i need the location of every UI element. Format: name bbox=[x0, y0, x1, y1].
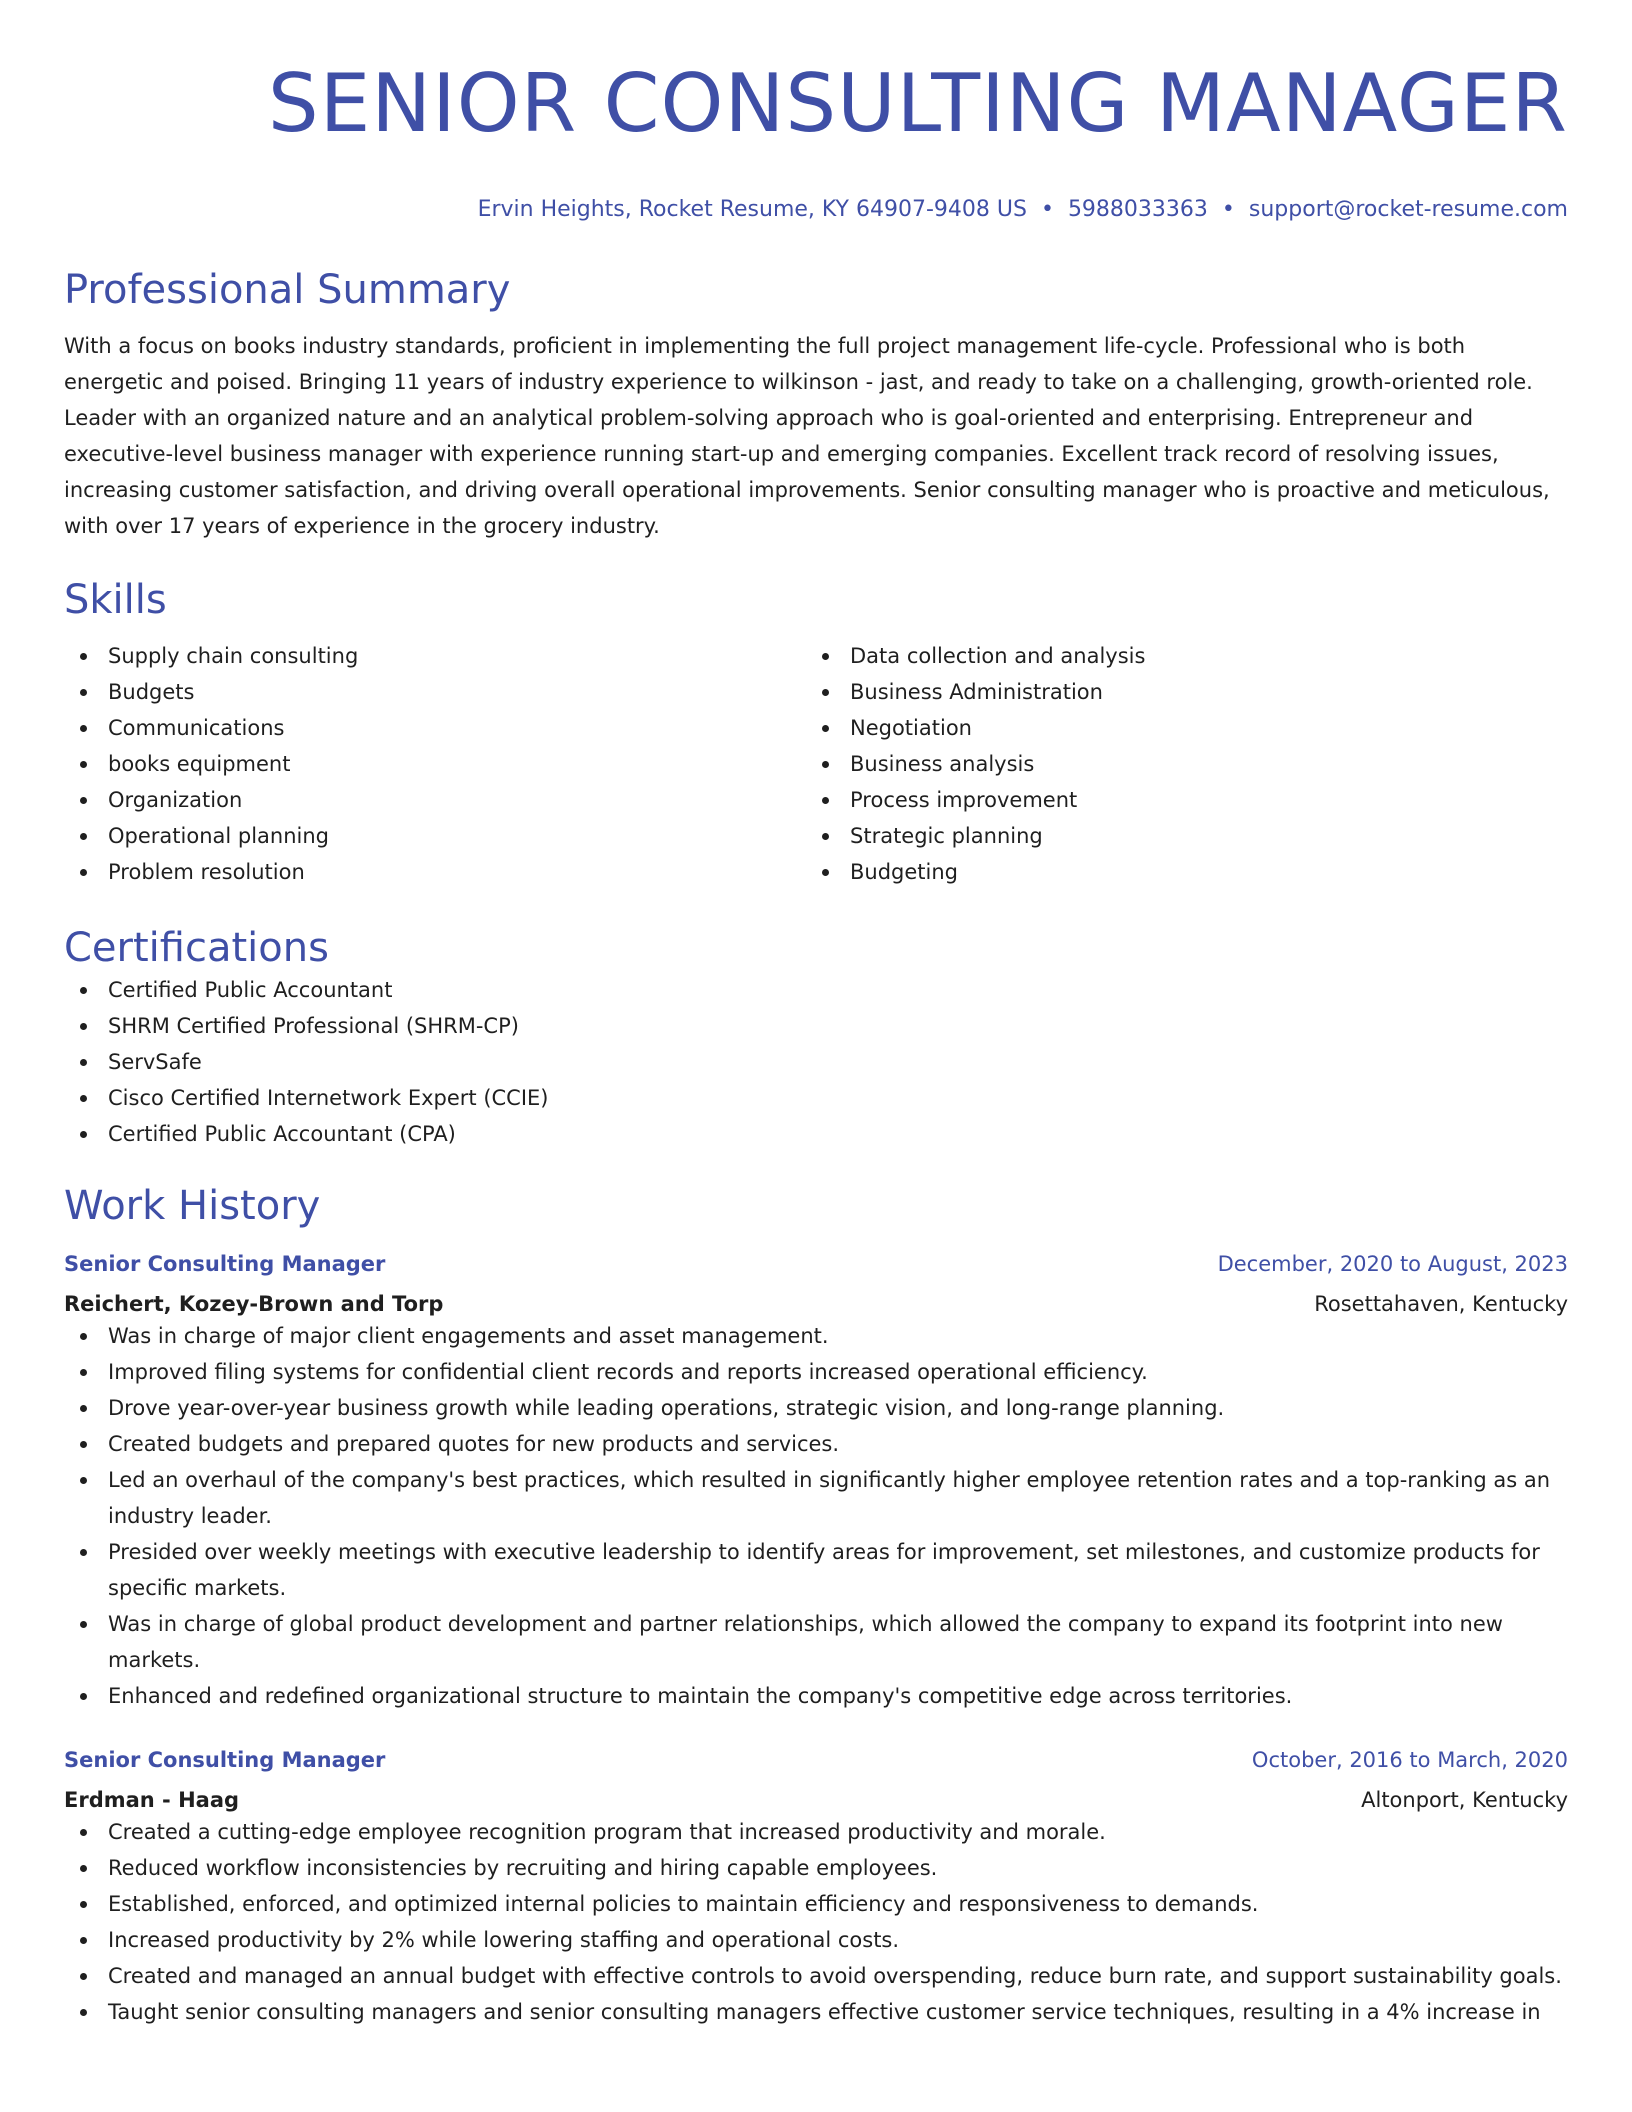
job-bullet: Improved filing systems for confidential client records and reports increased operational efficiency. bbox=[64, 1354, 1568, 1390]
resume-name: SENIOR CONSULTING MANAGER bbox=[267, 57, 1568, 150]
contact-address: Ervin Heights, Rocket Resume, KY 64907-9408 US bbox=[477, 197, 1027, 222]
skill-item: Negotiation bbox=[806, 710, 1548, 746]
skill-item: Process improvement bbox=[806, 782, 1548, 818]
certification-item: ServSafe bbox=[64, 1044, 1568, 1080]
job-company: Erdman - Haag bbox=[64, 1788, 240, 1812]
job-bullet: Created budgets and prepared quotes for new products and services. bbox=[64, 1426, 1568, 1462]
job-bullets bbox=[64, 1318, 1568, 1714]
certification-item: Certified Public Accountant bbox=[64, 972, 1568, 1008]
job-company-row bbox=[64, 1774, 1568, 1814]
job-location: Altonport, Kentucky bbox=[1361, 1788, 1568, 1812]
contact-separator: • bbox=[1221, 197, 1235, 222]
job-company: Reichert, Kozey-Brown and Torp bbox=[64, 1292, 444, 1316]
job-bullet: Taught senior consulting managers and senior consulting managers effective customer service techniques, resulting in a 4% increase in bbox=[64, 1994, 1568, 2030]
job-bullet: Presided over weekly meetings with executive leadership to identify areas for improvement, set milestones, and customize products for specific markets. bbox=[64, 1534, 1568, 1606]
job-bullet: Was in charge of global product development and partner relationships, which allowed the company to expand its footprint into new markets. bbox=[64, 1606, 1568, 1678]
contact-line bbox=[64, 196, 1568, 224]
job-bullet: Increased productivity by 2% while lowering staffing and operational costs. bbox=[64, 1922, 1568, 1958]
skill-item: Problem resolution bbox=[64, 854, 806, 890]
job-header-row bbox=[64, 1746, 1568, 1774]
certification-item: SHRM Certified Professional (SHRM-CP) bbox=[64, 1008, 1568, 1044]
skill-item: Budgeting bbox=[806, 854, 1548, 890]
contact-phone[interactable]: 5988033363 bbox=[1067, 197, 1208, 222]
job-bullets bbox=[64, 1814, 1568, 2030]
work-history-section bbox=[64, 1182, 1568, 2030]
job-header-row bbox=[64, 1250, 1568, 1278]
job-location: Rosettahaven, Kentucky bbox=[1314, 1292, 1568, 1316]
skill-item: Business analysis bbox=[806, 746, 1548, 782]
skill-item: Organization bbox=[64, 782, 806, 818]
job-company-row bbox=[64, 1278, 1568, 1318]
certifications-heading: Certifications bbox=[64, 925, 329, 971]
certifications-section bbox=[64, 924, 1568, 1152]
job-bullet: Established, enforced, and optimized internal policies to maintain efficiency and responsiveness to demands. bbox=[64, 1886, 1568, 1922]
job-bullet: Was in charge of major client engagements and asset management. bbox=[64, 1318, 1568, 1354]
job-bullet: Created a cutting-edge employee recognition program that increased productivity and morale. bbox=[64, 1814, 1568, 1850]
contact-separator: • bbox=[1040, 197, 1054, 222]
skill-item: Operational planning bbox=[64, 818, 806, 854]
certifications-list bbox=[64, 972, 1568, 1152]
skills-heading: Skills bbox=[64, 577, 167, 623]
skill-item: Budgets bbox=[64, 674, 806, 710]
skills-list-left bbox=[64, 638, 806, 890]
skills-grid bbox=[64, 638, 1568, 890]
work-history-heading: Work History bbox=[64, 1183, 321, 1229]
job-dates: October, 2016 to March, 2020 bbox=[1251, 1748, 1568, 1772]
skills-list-right bbox=[806, 638, 1548, 890]
job-bullet: Created and managed an annual budget with effective controls to avoid overspending, reduce burn rate, and support sustainability goals. bbox=[64, 1958, 1568, 1994]
skill-item: Business Administration bbox=[806, 674, 1548, 710]
summary-section bbox=[64, 266, 1568, 544]
job-bullet: Enhanced and redefined organizational structure to maintain the company's competitive edge across territories. bbox=[64, 1678, 1568, 1714]
job-bullet: Drove year-over-year business growth while leading operations, strategic vision, and long-range planning. bbox=[64, 1390, 1568, 1426]
job-title: Senior Consulting Manager bbox=[64, 1252, 386, 1276]
certification-item: Cisco Certified Internetwork Expert (CCIE) bbox=[64, 1080, 1568, 1116]
job-bullet: Led an overhaul of the company's best practices, which resulted in significantly higher employee retention rates and a top-ranking as an industry leader. bbox=[64, 1462, 1568, 1534]
skills-section bbox=[64, 576, 1568, 890]
skill-item: books equipment bbox=[64, 746, 806, 782]
skill-item: Communications bbox=[64, 710, 806, 746]
certification-item: Certified Public Accountant (CPA) bbox=[64, 1116, 1568, 1152]
job-title: Senior Consulting Manager bbox=[64, 1748, 386, 1772]
skill-item: Data collection and analysis bbox=[806, 638, 1548, 674]
job-dates: December, 2020 to August, 2023 bbox=[1217, 1252, 1568, 1276]
job-bullet: Reduced workflow inconsistencies by recruiting and hiring capable employees. bbox=[64, 1850, 1568, 1886]
job-entry bbox=[64, 1250, 1568, 1714]
summary-text: With a focus on books industry standards, proficient in implementing the full project management life-cycle. Professional who is both energetic and poised. Bringing 11 years of industry experience to wilkinson - jast, and ready to take on a challenging, growth-oriented role. Leader with an organized nature and an analytical problem-solving approach who is goal-oriented and enterprising. Entrepreneur and executive-level business manager with experience running start-up and emerging companies. Excellent track record of resolving issues, increasing customer satisfaction, and driving overall operational improvements. Senior consulting manager who is proactive and meticulous, with over 17 years of experience in the grocery industry. bbox=[64, 334, 1550, 538]
job-entry bbox=[64, 1746, 1568, 2030]
skills-column-left bbox=[64, 638, 806, 890]
skill-item: Strategic planning bbox=[806, 818, 1548, 854]
skills-column-right bbox=[806, 638, 1548, 890]
summary-heading: Professional Summary bbox=[64, 267, 511, 313]
skill-item: Supply chain consulting bbox=[64, 638, 806, 674]
contact-email[interactable]: support@rocket-resume.com bbox=[1248, 197, 1568, 222]
